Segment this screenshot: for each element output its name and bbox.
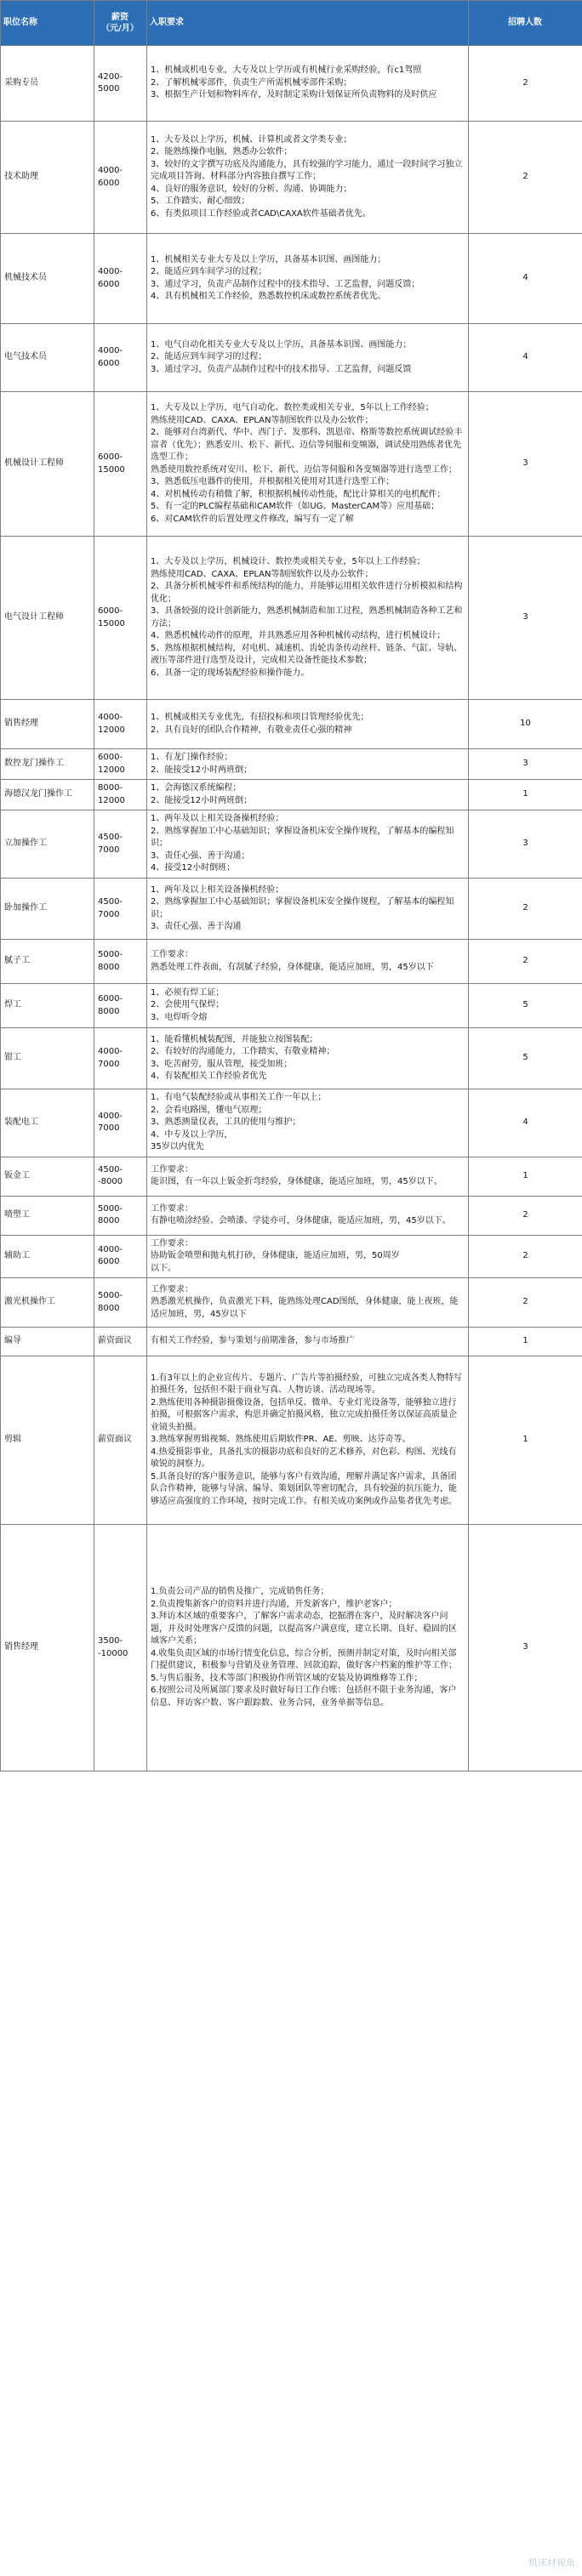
requirement-line: 3、吃苦耐劳，服从管理，接受加班；	[151, 1059, 293, 1069]
hire-count: 2	[469, 940, 582, 984]
requirement-line: 4、熟悉机械传动件的原理，并具熟悉应用各种机械传动结构，进行机械设计；	[151, 631, 446, 640]
job-title: 采购专员	[1, 46, 94, 122]
hire-count: 2	[469, 879, 582, 940]
hire-count: 5	[469, 984, 582, 1028]
salary: 6000-12000	[94, 749, 147, 780]
requirement-line: 1、机械或机电专业，大专及以上学历或有机械行业采购经验，有c1驾照	[151, 65, 422, 76]
table-row	[1, 749, 582, 780]
table-row	[1, 1525, 582, 1771]
requirement-line: 2、能熟练操作电脑，熟悉办公软件；	[151, 147, 293, 157]
requirement-line: 6、对CAM软件的后置处理文件修改，编写有一定了解	[151, 514, 354, 524]
table-row	[1, 1328, 582, 1356]
requirement-line: 1、机械相关专业大专及以上学历，具备基本识图、画图能力；	[151, 254, 386, 264]
table-row	[1, 984, 582, 1028]
salary: 5000-8000	[94, 940, 147, 984]
requirement-line: 熟悉激光机操作，负责激光下料，能熟练处理CAD图纸，身体健康，能上夜班，能适应加班，男，45岁以下	[151, 1297, 459, 1319]
requirements	[147, 392, 469, 537]
requirement-line: 能识图，有一年以上钣金折弯经验，身体健康，能适应加班，男，45岁以下。	[151, 1177, 442, 1186]
requirement-line: 1、两年及以上相关设备操机经验；	[151, 884, 284, 895]
requirement-line: 5、有一定的PLC编程基础和CAM软件（如UG、MasterCAM等）应用基础；	[151, 502, 440, 511]
requirement-line: 协助钣金喷塑和抛丸机打砂，身体健康，能适应加班，男，50周岁	[151, 1251, 400, 1260]
requirements	[147, 324, 469, 392]
salary: 4000-7000	[94, 1028, 147, 1089]
table-row	[1, 810, 582, 879]
requirement-line: 6、有类似项目工作经验或者CAD\CAXA软件基础者优先。	[151, 208, 371, 219]
job-title: 剪辑	[1, 1356, 94, 1525]
requirement-line: 2.熟练使用各种摄影摄像设备，包括单反、微单、专业灯光设备等，能够独立进行拍摄，可根据客户需求，构思并确定拍摄风格，独立完成拍摄任务以保证高质量企业镜头拍摄。	[151, 1397, 457, 1432]
requirement-line: 熟练使用CAD、CAXA、EPLAN等制图软件以及办公软件；	[151, 569, 374, 579]
requirement-line: 4.热爱摄影事业，具备扎实的摄影功底和良好的艺术修养，对色彩、构图、光线有敏锐的洞察力。	[151, 1447, 457, 1470]
hire-count: 4	[469, 234, 582, 324]
hire-count: 2	[469, 1278, 582, 1328]
requirement-line: 1、有龙门操作经验；	[151, 753, 233, 762]
hire-count: 2	[469, 1196, 582, 1235]
salary: 4000-6000	[94, 122, 147, 234]
salary: 薪资面议	[94, 1328, 147, 1356]
hire-count: 4	[469, 324, 582, 392]
requirement-line: 5.具备良好的客户服务意识，能够与客户有效沟通，理解并满足客户需求，具备团队合作精神，能够与导演、编导、策划团队等密切配合，具有较强的抗压能力，能够适应高强度的工作环境，按时完成工作。有相关成功案例或作品集者优先考虑。	[151, 1471, 457, 1506]
header-salary: 薪资 （元/月）	[94, 1, 147, 46]
requirements	[147, 1089, 469, 1157]
table-row	[1, 700, 582, 749]
salary: 5000-8000	[94, 1196, 147, 1235]
requirement-line: 5、工作踏实、耐心细致；	[151, 196, 250, 207]
job-title: 机械设计工程师	[1, 392, 94, 537]
job-title: 机械技术员	[1, 234, 94, 324]
requirements	[147, 1525, 469, 1771]
requirement-line: 2、具备分析机械零件和系统结构的能力，并能够运用相关软件进行分析模拟和结构优化；	[151, 582, 463, 604]
requirement-line: 熟悉使用数控系统对安川、松下、新代、迈信等伺服和各变频器等进行选型工作；	[151, 464, 457, 475]
requirement-line: 熟悉处理工件表面，有刮腻子经验，身体健康，能适应加班，男，45岁以下	[151, 962, 434, 972]
requirement-line: 3、责任心强、善于沟通；	[151, 850, 250, 861]
requirement-line: 2、具有良好的团队合作精神，有敬业责任心强的精神	[151, 725, 352, 735]
requirement-line: 以下。	[151, 1263, 176, 1273]
requirement-line: 4、对机械传动有稍微了解，积根据机械传动性能，配比计算相关的电机配件；	[151, 489, 446, 499]
requirement-line: 1、大专及以上学历，机械、计算机或者文学类专业；	[151, 134, 352, 145]
salary: 4000-6000	[94, 324, 147, 392]
job-title: 编导	[1, 1328, 94, 1356]
requirement-line: 工作要求：	[151, 1284, 193, 1294]
hire-count: 1	[469, 1328, 582, 1356]
requirement-line: 2、能适应到车间学习的过程；	[151, 267, 267, 276]
requirement-line: 有相关工作经验，参与策划与前期准备，参与市场推广	[151, 1336, 355, 1346]
requirement-line: 5、熟练根据机械结构，对电机、减速机、齿轮齿条传动丝杆、链条、气缸、导轨、液压等部件进行选型及设计，完成相关设备性能技术参数；	[151, 643, 463, 665]
job-title: 销售经理	[1, 700, 94, 749]
job-title: 数控龙门操作工	[1, 749, 94, 780]
requirement-line: 6、具备一定的现场装配经验和操作能力。	[151, 668, 310, 678]
requirements	[147, 537, 469, 700]
requirement-line: 4、具有机械相关工作经验，熟悉数控机床或数控系统者优先。	[151, 292, 386, 301]
salary: 4000-7000	[94, 1089, 147, 1157]
requirements	[147, 780, 469, 810]
requirements	[147, 879, 469, 940]
requirements	[147, 1157, 469, 1196]
table-row	[1, 122, 582, 234]
job-title: 辅助工	[1, 1235, 94, 1278]
requirement-line: 3、较好的文字撰写功底及沟通能力，具有较强的学习能力，通过一段时间学习独立完成项目答询、材料部分内容独自撰写工作；	[151, 159, 463, 182]
requirement-line: 1、电气自动化相关专业大专及以上学历，具备基本识图、画图能力；	[151, 339, 412, 350]
requirement-line: 3.拜访本区域的重要客户，了解客户需求动态，挖掘潜在客户，及时解决客户问题，并及时处理客户反馈的问题，以提高客户满意度，建立长期、良好、稳固的区域客户关系；	[151, 1612, 457, 1646]
job-title: 电气技术员	[1, 324, 94, 392]
requirement-line: 4、有装配相关工作经验者优先	[151, 1072, 267, 1081]
table-row	[1, 392, 582, 537]
requirements	[147, 700, 469, 749]
requirement-line: 2、了解机械零部件，负责生产所需机械零部件采购；	[151, 77, 352, 88]
salary: 薪资面议	[94, 1356, 147, 1525]
requirement-line: 工作要求：	[151, 1164, 193, 1174]
requirements	[147, 984, 469, 1028]
requirement-line: 3、电焊听令熔	[151, 1012, 208, 1022]
job-title: 钣金工	[1, 1157, 94, 1196]
job-title: 腻子工	[1, 940, 94, 984]
requirements	[147, 46, 469, 122]
hire-count: 5	[469, 1028, 582, 1089]
salary: 6000-15000	[94, 392, 147, 537]
requirement-line: 4、良好的服务意识，较好的分析、沟通、协调能力；	[151, 184, 352, 194]
requirement-line: 2、会使用气保焊；	[151, 1000, 225, 1010]
hire-count: 1	[469, 1356, 582, 1525]
requirement-line: 有静电喷涂经验、会喷漆、学徒亦可，身体健康，能适应加班，男，45岁以下。	[151, 1216, 451, 1225]
table-row	[1, 324, 582, 392]
requirements	[147, 1028, 469, 1089]
requirement-line: 工作要求：	[151, 1203, 193, 1214]
requirement-line: 1、能看懂机械装配图，并能独立按图装配；	[151, 1034, 318, 1044]
requirement-line: 2、会看电路图，懂电气原理；	[151, 1105, 267, 1115]
salary: 6000-15000	[94, 537, 147, 700]
header-title: 职位名称	[1, 1, 94, 46]
table-row	[1, 1235, 582, 1278]
requirement-line: 2、能够对台湾新代、华中、西门子、发那科、凯恩帝、格斯等数控系统调试经验丰富者（优先）；熟悉安川、松下、新代、迈信等伺服和变频器，调试使用熟练者优先选型工作；	[151, 428, 463, 462]
requirement-line: 3.熟练掌握剪辑视频、熟练使用后期软件PR、AE、剪映、达芬奇等。	[151, 1435, 411, 1445]
table-row	[1, 1278, 582, 1328]
requirement-line: 1.有3年以上的企业宣传片、专题片、广告片等拍摄经验，可独立完成各类人物特写拍摄任务，包括但不限于商业写真、人物访谈、活动现场等。	[151, 1373, 462, 1396]
salary: 4000-12000	[94, 700, 147, 749]
requirements	[147, 1196, 469, 1235]
requirement-line: 1、必须有焊工证；	[151, 987, 225, 998]
requirement-line: 1、两年及以上相关设备操机经验；	[151, 814, 284, 824]
hire-count: 10	[469, 700, 582, 749]
requirements	[147, 810, 469, 879]
requirements	[147, 940, 469, 984]
requirement-line: 1.负责公司产品的销售及推广，完成销售任务；	[151, 1587, 329, 1596]
requirement-line: 熟练使用CAD、CAXA、EPLAN等制图软件以及办公软件；	[151, 415, 374, 425]
job-title: 立加操作工	[1, 810, 94, 879]
job-title: 技术助理	[1, 122, 94, 234]
requirement-line: 1、有电气装配经验或从事相关工作一年以上；	[151, 1093, 327, 1102]
hire-count: 3	[469, 1525, 582, 1771]
hire-count: 1	[469, 1157, 582, 1196]
hire-count: 2	[469, 1235, 582, 1278]
hire-count: 3	[469, 392, 582, 537]
requirements	[147, 122, 469, 234]
salary: 6000-8000	[94, 984, 147, 1028]
hire-count: 2	[469, 122, 582, 234]
salary: 8000-12000	[94, 780, 147, 810]
requirement-line: 4、接受12小时倒班；	[151, 863, 236, 873]
requirements	[147, 1328, 469, 1356]
requirement-line: 3、通过学习，负责产品制作过程中的技术指导、工艺监督，问题反馈	[151, 364, 412, 374]
salary: 4000-6000	[94, 1235, 147, 1278]
table-row	[1, 940, 582, 984]
requirement-line: 1、大专及以上学历，机械设计、数控类或相关专业，5年以上工作经验；	[151, 557, 425, 566]
table-row	[1, 46, 582, 122]
hire-count: 3	[469, 749, 582, 780]
requirements	[147, 1278, 469, 1328]
requirement-line: 35岁以内优先	[151, 1142, 204, 1152]
job-title: 钳工	[1, 1028, 94, 1089]
job-title: 电气设计工程师	[1, 537, 94, 700]
requirement-line: 3、通过学习，负责产品制作过程中的技术指导、工艺监督，问题反馈；	[151, 279, 420, 289]
requirement-line: 2.负责搜集新客户的资料并进行沟通，开发新客户，维护老客户；	[151, 1599, 397, 1609]
table-row	[1, 780, 582, 810]
job-title: 喷塑工	[1, 1196, 94, 1235]
requirement-line: 4.收集负责区域的市场行情变化信息，综合分析，预测并制定对策，及时向相关部门提供建议，积极参与营销及业务管理、回款追踪，做好客户档案的维护等工作；	[151, 1648, 457, 1670]
requirement-line: 3、根据生产计划和物料库存，及时制定采购计划保证所负责物料的及时供应	[151, 90, 437, 100]
salary: 4500-7000	[94, 879, 147, 940]
table-row	[1, 1089, 582, 1157]
table-row	[1, 1157, 582, 1196]
table-row	[1, 537, 582, 700]
job-title: 卧加操作工	[1, 879, 94, 940]
watermark: 机床材视角	[528, 2557, 575, 2568]
requirement-line: 3、责任心强、善于沟通	[151, 922, 242, 931]
job-title: 装配电工	[1, 1089, 94, 1157]
header-requirements: 入职要求	[147, 1, 469, 46]
requirement-line: 1、机械或相关专业优先，有招投标和项目管理经验优先；	[151, 713, 369, 722]
salary: 3500--10000	[94, 1525, 147, 1771]
requirement-line: 2、熟练掌握加工中心基础知识；掌握设备机床安全操作规程，了解基本的编程知识；	[151, 897, 454, 919]
salary: 4500-7000	[94, 810, 147, 879]
requirement-line: 工作要求：	[151, 950, 193, 959]
requirement-line: 1、大专及以上学历，电气自动化、数控类或相关专业，5年以上工作经验；	[151, 403, 434, 412]
table-row	[1, 1356, 582, 1525]
requirement-line: 3、具备较强的设计创新能力，熟悉机械制造和加工过程，熟悉机械制造各种工艺和方法；	[151, 606, 463, 628]
requirement-line: 3、熟悉测量仪表，工具的使用与维护；	[151, 1117, 301, 1127]
requirement-line: 2、熟练掌握加工中心基础知识；掌握设备机床安全操作规程，了解基本的编程知识；	[151, 826, 454, 849]
hire-count: 4	[469, 1089, 582, 1157]
hire-count: 3	[469, 537, 582, 700]
hire-count: 1	[469, 780, 582, 810]
requirement-line: 6.按照公司及所属部门要求及时做好每日工作台账：包括但不限于业务沟通，客户信息、拜访客户数、客户跟踪数、业务合同，业务单据等信息。	[151, 1686, 457, 1708]
requirement-line: 2、能接受12小时两班倒；	[151, 795, 253, 805]
requirement-line: 工作要求：	[151, 1238, 193, 1248]
job-title: 焊工	[1, 984, 94, 1028]
requirement-line: 2、有较好的沟通能力，工作踏实，有敬业精神；	[151, 1047, 335, 1056]
job-title: 销售经理	[1, 1525, 94, 1771]
salary: 4500--8000	[94, 1157, 147, 1196]
requirements	[147, 1356, 469, 1525]
table-row	[1, 1196, 582, 1235]
requirement-line: 1、会海德汉系统编程；	[151, 783, 242, 793]
salary: 4000-6000	[94, 234, 147, 324]
requirements	[147, 234, 469, 324]
header-count: 招聘人数	[469, 1, 582, 46]
requirement-line: 3、熟悉低压电器件的使用，并根据相关使用对其进行选型工作；	[151, 477, 395, 486]
table-row	[1, 1028, 582, 1089]
job-title: 激光机操作工	[1, 1278, 94, 1328]
requirement-line: 2、能适应到车间学习的过程；	[151, 352, 267, 362]
requirement-line: 2、能接受12小时两班倒；	[151, 765, 253, 775]
table-body	[1, 46, 582, 1771]
table-header-row	[1, 1, 582, 46]
job-title: 海德汉龙门操作工	[1, 780, 94, 810]
hire-count: 2	[469, 46, 582, 122]
requirements	[147, 749, 469, 780]
salary: 5000-8000	[94, 1278, 147, 1328]
salary: 4200-5000	[94, 46, 147, 122]
table-row	[1, 879, 582, 940]
requirement-line: 5.与售后服务，技术等部门积极协作所管区域的安装及协调维修等工作；	[151, 1673, 423, 1683]
table-row	[1, 234, 582, 324]
requirements	[147, 1235, 469, 1278]
requirement-line: 4、中专及以上学历，	[151, 1129, 233, 1140]
hire-count: 3	[469, 810, 582, 879]
